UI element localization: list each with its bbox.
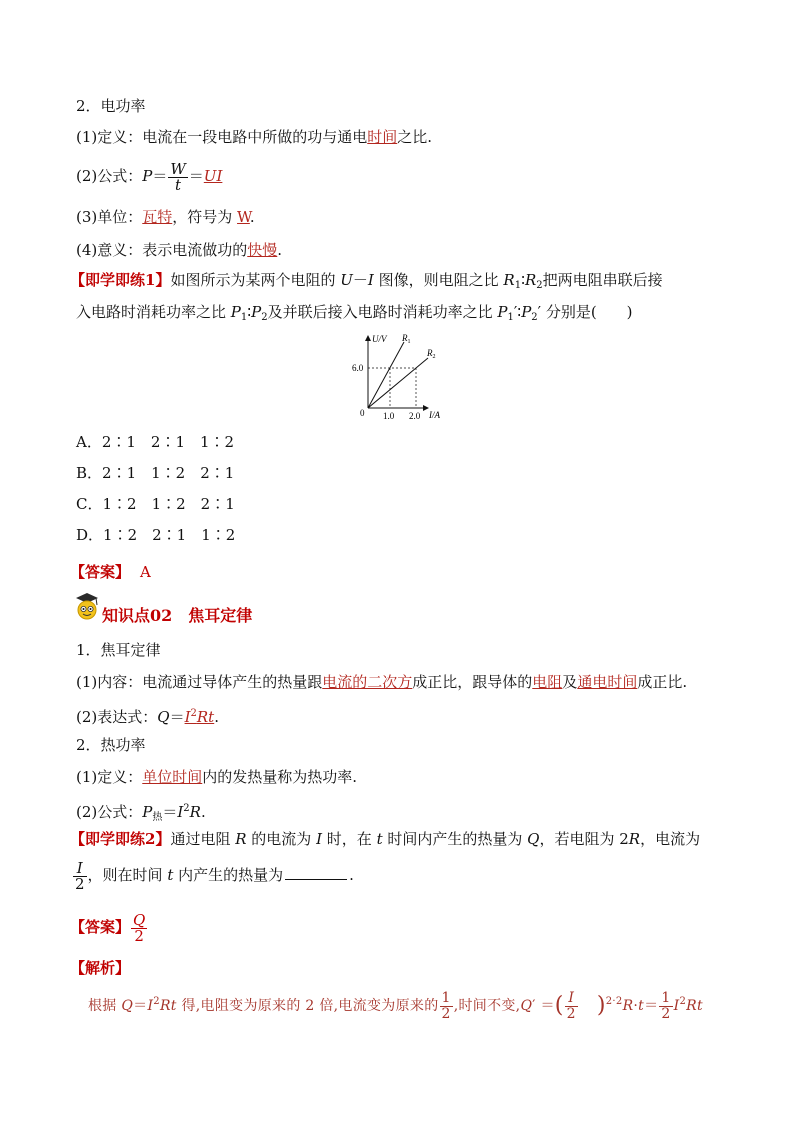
ex1-p2: P	[251, 303, 262, 321]
ex1-text-2c: ′ 分别是( )	[537, 303, 633, 321]
answer1-tag: 【答案】	[70, 563, 131, 581]
sol-d: ′ ＝	[532, 998, 555, 1014]
y-axis-label: U/V	[372, 334, 387, 344]
line-r2	[368, 358, 428, 408]
ex1-p2p-sub: 2	[531, 312, 538, 323]
origin-label: 0	[360, 408, 365, 418]
option-b: B．2∶1 1∶2 2∶1	[76, 464, 235, 482]
unit-label: (3)单位：	[76, 208, 143, 226]
heatformula-sub: 热	[152, 812, 163, 823]
sol-e: 2·2	[605, 996, 623, 1007]
fraction-i-over-2	[73, 858, 87, 893]
answer2-tag: 【答案】	[70, 918, 131, 936]
heatdef-label: (1)定义：	[76, 768, 143, 786]
ex2-t2: 的电流为	[246, 830, 317, 848]
ex1-colon-2: ∶	[247, 303, 252, 321]
answer2-fraction	[131, 910, 147, 945]
answer-ui: UI	[203, 167, 223, 185]
sol-eq2: ＝	[644, 998, 659, 1014]
ex1-colon-3: ∶	[517, 303, 522, 321]
ex1-r1-sub: 1	[514, 280, 522, 291]
sol-rt: Rt	[159, 998, 177, 1014]
sol-a: 根据	[88, 998, 122, 1014]
ex2-t5: ，若电阻为 2	[539, 830, 629, 848]
sol-t: t	[638, 998, 645, 1014]
equals-2: ＝	[188, 167, 204, 185]
sol-f1d: 2	[441, 1005, 451, 1022]
heatformula-end: .	[200, 803, 206, 821]
exercise1-tag: 【即学即练1】	[70, 271, 171, 289]
sol-f1n: 1	[441, 989, 451, 1006]
ex1-u: U	[340, 271, 353, 289]
section-title-heat-power: 2．热功率	[76, 736, 146, 754]
ex1-text-e: 图像，则电阻之比	[373, 271, 504, 289]
content-mid2: 及	[562, 673, 578, 691]
ex1-p2p: P	[521, 303, 532, 321]
fraction-denominator: t	[175, 175, 182, 194]
ex1-p1p: P	[497, 303, 508, 321]
ex1-text-a: 如图所示为某两个电阻的	[170, 271, 341, 289]
answer-energize-time: 通电时间	[577, 673, 638, 691]
ex1-p1-sub: 1	[240, 312, 248, 323]
meaning-end: .	[277, 241, 283, 259]
sol-i: I	[147, 998, 154, 1014]
ex2-fnum: I	[73, 861, 87, 877]
content-end: 成正比.	[637, 673, 688, 691]
exercise1-line1	[70, 270, 663, 296]
ex1-i: I	[367, 271, 374, 289]
sol-paren-open: (	[554, 993, 564, 1018]
analysis-tag	[70, 958, 130, 978]
ex1-r2-sub: 2	[536, 280, 543, 291]
ex2-i: I	[316, 830, 323, 848]
ex2-end: .	[349, 866, 354, 884]
sol-paren-close: )	[596, 993, 606, 1018]
solution-line	[88, 984, 703, 1020]
expr-label: (2)表达式：	[76, 708, 158, 726]
heatformula-i: I	[177, 803, 184, 821]
ex2-t4: 时间内产生的热量为	[382, 830, 528, 848]
sol-frac-half-2	[659, 991, 672, 1022]
ex1-p1: P	[230, 303, 241, 321]
ex2-t: t	[376, 830, 383, 848]
heatformula-r: R	[189, 803, 201, 821]
answer-unit-time: 单位时间	[142, 768, 203, 786]
ex2-t1: 通过电阻	[170, 830, 236, 848]
sol-q: Q	[121, 998, 134, 1014]
heatdef-end: 内的发热量称为热功率.	[202, 768, 358, 786]
answer-speed: 快慢	[247, 241, 278, 259]
formula-label: (2)公式：	[76, 167, 143, 185]
exercise1-line2	[76, 302, 633, 328]
ex2-t8: 内产生的热量为	[173, 866, 284, 884]
option-d: D．1∶2 2∶1 1∶2	[76, 526, 236, 544]
unit-end: .	[249, 208, 255, 226]
answer1-value: A	[140, 563, 151, 581]
answer-blank	[285, 864, 347, 880]
expr-q: Q	[157, 708, 170, 726]
ex2-t6: ，电流为	[640, 830, 701, 848]
section-title-power: 2．电功率	[76, 97, 146, 115]
ex1-text-2b: 及并联后接入电路时消耗功率之比	[267, 303, 498, 321]
content-mid1: 成正比，跟导体的	[412, 673, 533, 691]
answer-i2rt: $I^2Rt$	[184, 708, 215, 726]
label-r1: $R_1$	[402, 333, 411, 345]
sol-b: 得,电阻变为原来的 2 倍,电流变为原来的	[176, 998, 439, 1014]
heatformula-sup: 2	[183, 803, 190, 814]
power-definition	[76, 127, 432, 147]
sol-qp: Q	[520, 998, 533, 1014]
ex1-p1p-sub: 1	[507, 312, 514, 323]
sol-c: ,时间不变,	[453, 998, 521, 1014]
answer2	[70, 910, 148, 944]
heatformula-eq: ＝	[162, 803, 178, 821]
heatformula-p: P	[142, 803, 153, 821]
answer-w: W	[237, 208, 250, 226]
answer1	[70, 562, 151, 582]
sol-r: R	[622, 998, 634, 1014]
x-axis-label: I/A	[429, 410, 440, 420]
section-title-joule: 1．焦耳定律	[76, 641, 161, 659]
sol-f3n: 1	[661, 989, 671, 1006]
ex1-p2-sub: 2	[261, 312, 268, 323]
option-a: A．2∶1 2∶1 1∶2	[76, 433, 235, 451]
ex1-prime: ′	[513, 303, 518, 321]
answer2-den: 2	[134, 926, 144, 945]
ex1-minus: －	[352, 271, 368, 289]
scholar-mascot-icon	[72, 590, 102, 622]
y-tick-6: 6.0	[352, 363, 364, 373]
heat-power-definition	[76, 767, 357, 787]
meaning-label: (4)意义：表示电流做功的	[76, 241, 248, 259]
sol-f2d: 2	[566, 1005, 576, 1022]
sol-f2n: I	[565, 991, 578, 1007]
ex2-t-2: t	[167, 866, 174, 884]
answer-time: 时间	[367, 128, 398, 146]
unit-mid: ，符号为	[172, 208, 238, 226]
ex2-t3: 时，在	[322, 830, 377, 848]
label-r2: $R_2$	[427, 348, 436, 360]
sol-eq: ＝	[133, 998, 148, 1014]
sol-frac-i-2	[565, 991, 578, 1022]
analysis-label: 【解析】	[70, 959, 131, 977]
heatformula-label: (2)公式：	[76, 803, 143, 821]
ex1-r2: R	[524, 271, 537, 289]
line-r1	[368, 342, 404, 408]
sol-sup2: 2	[679, 996, 687, 1007]
answer-current-squared: 电流的二次方	[322, 673, 413, 691]
content-text: (1)内容：电流通过导体产生的热量跟	[76, 673, 323, 691]
ex2-q: Q	[527, 830, 540, 848]
expr-eq: ＝	[169, 708, 185, 726]
sol-f3d: 2	[661, 1005, 671, 1022]
heat-power-formula	[76, 799, 206, 828]
ex2-t7: ，则在时间	[87, 866, 168, 884]
exercise2-line2	[72, 858, 354, 892]
ex1-text-f: 把两电阻串联后接	[542, 271, 663, 289]
ex1-r1: R	[503, 271, 515, 289]
expr-end: .	[214, 708, 219, 726]
definition-end: 之比.	[397, 128, 433, 146]
symbol-p: P	[142, 167, 153, 185]
joule-expression	[76, 704, 219, 727]
equals: ＝	[152, 167, 168, 185]
x-tick-2: 2.0	[409, 411, 421, 421]
sol-rt2: Rt	[686, 998, 703, 1014]
power-formula	[76, 160, 222, 192]
ex2-r2: R	[628, 830, 641, 848]
knowledge-point-heading: 知识点02 焦耳定律	[102, 606, 253, 625]
option-c: C．1∶2 1∶2 2∶1	[76, 495, 235, 513]
ex1-colon: ∶	[521, 271, 525, 289]
sol-frac-half-1	[440, 991, 453, 1022]
power-meaning	[76, 240, 282, 260]
answer-watt: 瓦特	[142, 208, 173, 226]
answer2-num: Q	[133, 910, 146, 929]
sol-sup: 2	[153, 996, 160, 1007]
definition-text: (1)定义：电流在一段电路中所做的功与通电	[76, 128, 368, 146]
ex2-r: R	[235, 830, 247, 848]
ex2-fden: 2	[75, 874, 85, 893]
sol-i2: I	[673, 998, 680, 1014]
ui-graph	[352, 332, 452, 424]
fraction-numerator: W	[170, 159, 186, 178]
exercise2-line1	[70, 829, 700, 849]
x-tick-1: 1.0	[383, 411, 395, 421]
sol-dot: ·	[633, 998, 639, 1014]
exercise2-tag: 【即学即练2】	[70, 830, 171, 848]
power-unit	[76, 207, 255, 227]
ex1-text-2a: 入电路时消耗功率之比	[76, 303, 231, 321]
joule-content	[76, 672, 687, 692]
fraction-w-over-t	[168, 159, 187, 194]
answer-resistance: 电阻	[532, 673, 563, 691]
